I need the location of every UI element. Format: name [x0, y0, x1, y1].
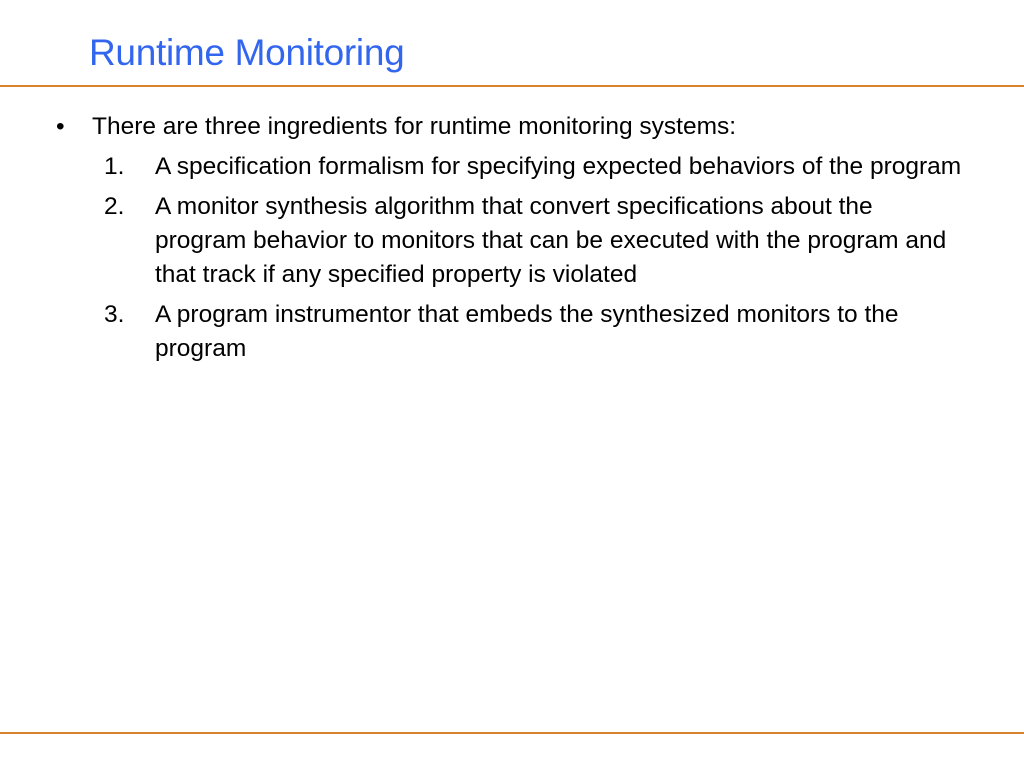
- footer-divider: [0, 732, 1024, 734]
- bullet-item: [56, 110, 956, 150]
- list-item: [0, 150, 1024, 184]
- list-item-number: 2.: [104, 193, 125, 220]
- list-item-text: A program instrumentor that embeds the synthesized monitors to the program: [155, 301, 899, 362]
- slide-title: Runtime Monitoring: [89, 32, 405, 73]
- bullet-text: There are three ingredients for runtime monitoring systems:: [92, 113, 737, 140]
- bullet-icon: •: [56, 113, 65, 140]
- title-divider: [0, 85, 1024, 87]
- list-item: [0, 190, 1024, 292]
- list-item-text: A monitor synthesis algorithm that convert specifications about the program behavior to monitors that can be executed with the program and that track if any specified property is violated: [155, 193, 947, 288]
- list-item: [0, 298, 1024, 366]
- list-item-number: 1.: [104, 153, 125, 180]
- numbered-list: [0, 150, 1024, 372]
- list-item-number: 3.: [104, 301, 125, 328]
- list-item-text: A specification formalism for specifying expected behaviors of the program: [155, 153, 962, 180]
